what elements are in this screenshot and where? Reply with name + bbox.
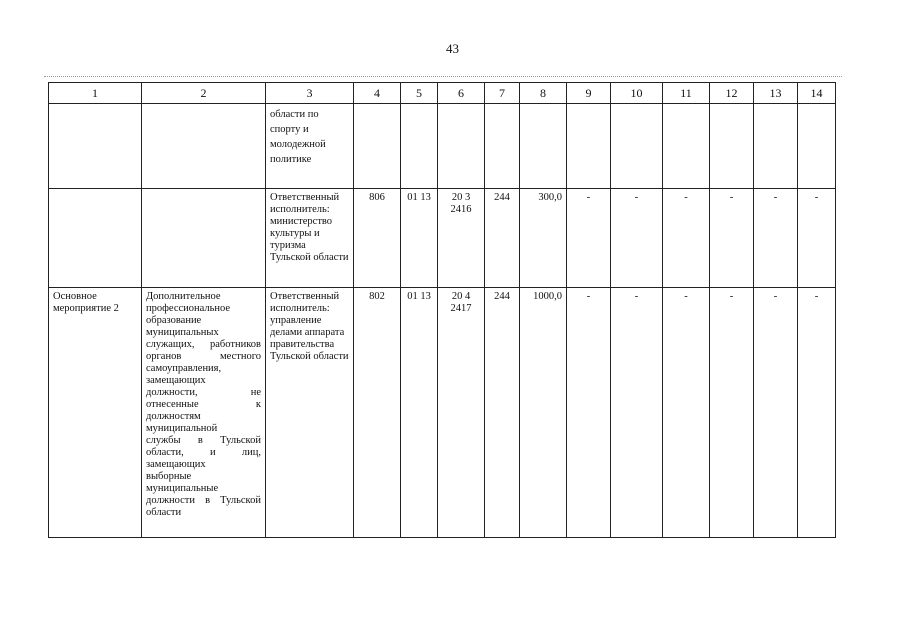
description-line: отнесенные к — [146, 399, 261, 410]
col-header-10: 10 — [611, 83, 663, 104]
col-header-7: 7 — [485, 83, 520, 104]
cell-executor: Ответственный исполнитель: управление делами аппарата правительства Тульской области — [266, 288, 354, 538]
cell-description — [142, 288, 266, 538]
col-header-11: 11 — [663, 83, 710, 104]
cell-c12 — [710, 104, 754, 189]
description-line: служащих, работников — [146, 339, 261, 350]
cell-c10: - — [611, 288, 663, 538]
description-line: органов местного — [146, 351, 261, 362]
col-header-4: 4 — [354, 83, 401, 104]
cell-c6 — [438, 104, 485, 189]
cell-executor: области по спорту и молодежной политике — [266, 104, 354, 189]
table-row — [49, 189, 836, 288]
cell-c4 — [354, 104, 401, 189]
description-line: муниципальные — [146, 483, 219, 494]
col-header-1: 1 — [49, 83, 142, 104]
cell-c12: - — [710, 288, 754, 538]
cell-c13 — [754, 104, 798, 189]
cell-c6: 20 4 2417 — [438, 288, 485, 538]
cell-c7: 244 — [485, 288, 520, 538]
cell-activity: Основное мероприятие 2 — [49, 288, 142, 538]
cell-c11: - — [663, 288, 710, 538]
cell-c12: - — [710, 189, 754, 288]
col-header-5: 5 — [401, 83, 438, 104]
page-number: 43 — [446, 41, 459, 56]
description-line: муниципальной — [146, 423, 218, 434]
description-line: должности в Тульской — [146, 495, 261, 506]
cell-c8 — [520, 104, 567, 189]
cell-activity — [49, 104, 142, 189]
col-header-2: 2 — [142, 83, 266, 104]
description-line: Дополнительное — [146, 291, 221, 302]
cell-executor: Ответственный исполнитель: министерство культуры и туризма Тульской области — [266, 189, 354, 288]
description-line: образование — [146, 315, 202, 326]
col-header-12: 12 — [710, 83, 754, 104]
col-header-9: 9 — [567, 83, 611, 104]
cell-c10: - — [611, 189, 663, 288]
description-line: области, и лиц, — [146, 447, 261, 458]
description-line: замещающих — [146, 375, 206, 386]
col-header-13: 13 — [754, 83, 798, 104]
cell-description — [142, 104, 266, 189]
col-header-3: 3 — [266, 83, 354, 104]
cell-c13: - — [754, 288, 798, 538]
cell-c13: - — [754, 189, 798, 288]
description-line: должностям — [146, 411, 201, 422]
table-row — [49, 104, 836, 189]
cell-c14: - — [798, 288, 836, 538]
description-line: самоуправления, — [146, 363, 222, 374]
cell-c7 — [485, 104, 520, 189]
cell-c5 — [401, 104, 438, 189]
cell-description — [142, 189, 266, 288]
col-header-14: 14 — [798, 83, 836, 104]
cell-c9 — [567, 104, 611, 189]
program-table — [48, 82, 836, 538]
cell-c4: 806 — [354, 189, 401, 288]
description-line: должности, не — [146, 387, 261, 398]
header-row — [49, 83, 836, 104]
col-header-6: 6 — [438, 83, 485, 104]
cell-c9: - — [567, 288, 611, 538]
cell-c5: 01 13 — [401, 189, 438, 288]
cell-c8: 300,0 — [520, 189, 567, 288]
cell-activity — [49, 189, 142, 288]
top-rule — [44, 76, 842, 77]
cell-c8: 1000,0 — [520, 288, 567, 538]
cell-c6: 20 3 2416 — [438, 189, 485, 288]
col-header-8: 8 — [520, 83, 567, 104]
description-line: профессиональное — [146, 303, 231, 314]
cell-c5: 01 13 — [401, 288, 438, 538]
table-row — [49, 288, 836, 538]
cell-c7: 244 — [485, 189, 520, 288]
description-line: области — [146, 507, 182, 518]
description-line: муниципальных — [146, 327, 219, 338]
cell-c9: - — [567, 189, 611, 288]
cell-c11 — [663, 104, 710, 189]
description-line: службы в Тульской — [146, 435, 261, 446]
cell-c11: - — [663, 189, 710, 288]
cell-c4: 802 — [354, 288, 401, 538]
description-line: выборные — [146, 471, 192, 482]
description-line: замещающих — [146, 459, 206, 470]
cell-c14: - — [798, 189, 836, 288]
cell-c14 — [798, 104, 836, 189]
cell-c10 — [611, 104, 663, 189]
